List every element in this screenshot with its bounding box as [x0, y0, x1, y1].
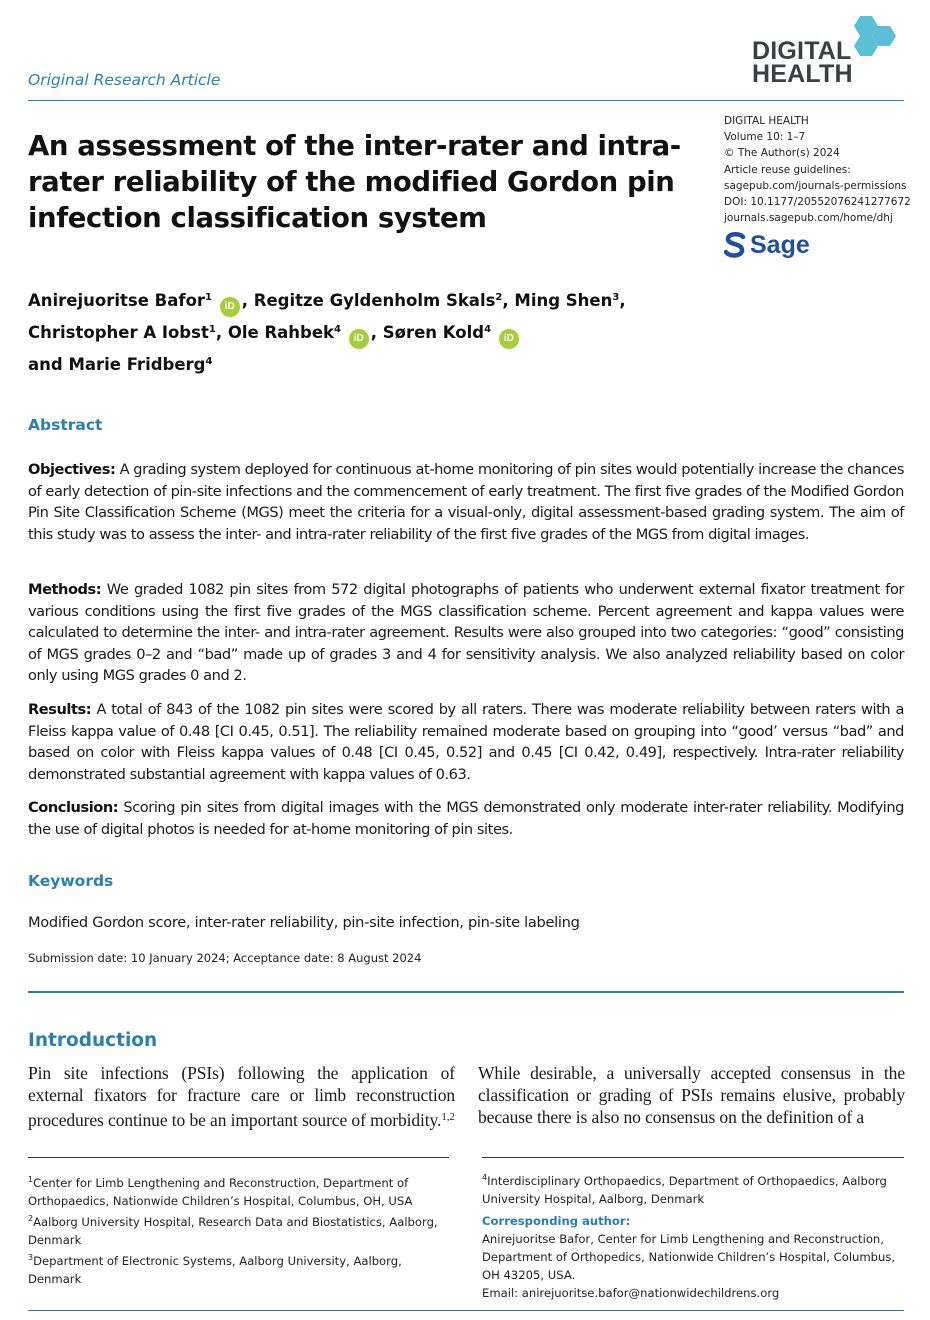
abstract-text: A grading system deployed for continuous at-home monitoring of pin sites would potentially increase the chances of early detection of pin-site infections and the commencement of early treatment. The first five grades of the Modified Gordon Pin Site Classification Scheme (MGS) meet the criteria for a visual-only, digital assessment-based grading system. The aim of this study was to assess the inter- and intra-rater reliability of the first five grades of the MGS from digital images. [28, 461, 904, 543]
affiliation-number: 3 [28, 1253, 34, 1262]
citation-ref[interactable]: 1,2 [441, 1110, 455, 1123]
corresponding-author-label: Corresponding author: [482, 1214, 631, 1228]
author-affiliation: 1 [208, 324, 216, 335]
affiliations-right [482, 1169, 906, 1302]
author-list [28, 285, 668, 378]
footer-rule [28, 1310, 904, 1311]
affiliations-left [28, 1171, 448, 1288]
author-name[interactable]: Søren Kold [382, 323, 485, 342]
journal-meta [724, 113, 911, 226]
introduction-left-column [28, 1063, 455, 1131]
author-name[interactable]: Ming Shen [514, 291, 613, 310]
publisher-name: Sage [750, 230, 810, 259]
meta-doi[interactable]: DOI: 10.1177/20552076241277672 [724, 196, 911, 209]
journal-logo [752, 14, 912, 90]
meta-journal: DIGITAL HEALTH [724, 115, 809, 127]
sage-s-icon [724, 231, 746, 259]
keywords-list: Modified Gordon score, inter-rater reliability, pin-site infection, pin-site labeling [28, 914, 580, 931]
author-affiliation: 3 [612, 292, 620, 303]
author-affiliation: 4 [484, 324, 492, 335]
abstract-heading: Abstract [28, 416, 103, 434]
section-rule [28, 991, 904, 993]
meta-reuse-label: Article reuse guidelines: [724, 163, 851, 176]
logo-line-2: HEALTH [752, 60, 853, 88]
meta-journal-link[interactable]: journals.sagepub.com/home/dhj [724, 212, 893, 225]
author-affiliation: 4 [205, 356, 213, 367]
author-name[interactable]: Regitze Gyldenholm Skals [253, 291, 496, 310]
affiliation-item [28, 1171, 448, 1210]
article-title: An assessment of the inter-rater and intra-rater reliability of the modified Gordon pin infection classification system [28, 130, 681, 234]
abstract-text: We graded 1082 pin sites from 572 digital photographs of patients who underwent external fixator treatment for various conditions using the first five grades of the MGS classification scheme. Percent agreement and kappa values were calculated to determine the inter- and intra-rater agreement. Results were also grouped into two categories: “good” consisting of MGS grades 0–2 and “bad” made up of grades 3 and 4 for sensitivity analysis. We also analyzed reliability based on color only using MGS grades 0 and 2. [28, 581, 904, 685]
abstract-label: Objectives: [28, 461, 116, 478]
author-name[interactable]: Ole Rahbek [227, 323, 335, 342]
affiliation-text: Interdisciplinary Orthopaedics, Department of Orthopaedics, Aalborg University Hospital, Aalborg, Denmark [482, 1174, 887, 1206]
meta-volume: Volume 10: 1–7 [724, 131, 806, 144]
logo-line-1: DIGITAL [752, 37, 852, 65]
affiliation-text: Aalborg University Hospital, Research Data and Biostatistics, Aalborg, Denmark [28, 1215, 438, 1247]
affiliation-number: 4 [482, 1173, 488, 1182]
affiliation-text: Center for Limb Lengthening and Reconstruction, Department of Orthopaedics, Nationwide Children’s Hospital, Columbus, OH, USA [28, 1176, 413, 1208]
affiliation-item [28, 1249, 448, 1288]
meta-permissions-link[interactable]: sagepub.com/journals-permissions [724, 179, 907, 192]
affiliation-text: Department of Electronic Systems, Aalborg University, Aalborg, Denmark [28, 1254, 402, 1286]
author-name[interactable]: Anirejuoritse Bafor [28, 291, 206, 310]
meta-copyright: © The Author(s) 2024 [724, 147, 840, 160]
abstract-text: A total of 843 of the 1082 pin sites were scored by all raters. There was moderate reliability between raters with a Fleiss kappa value of 0.48 [CI 0.45, 0.51]. The reliability remained moderate based on grouping into “good’ versus “bad” and based on color with Fleiss kappa values of 0.48 [CI 0.45, 0.52] and 0.45 [CI 0.42, 0.49], respectively. Intra-rater reliability demonstrated substantial agreement with kappa values of 0.63. [28, 701, 904, 783]
affiliation-item [482, 1169, 906, 1208]
orcid-icon[interactable]: iD [349, 329, 369, 349]
abstract-text: Scoring pin sites from digital images with the MGS demonstrated only moderate inter-rater reliability. Modifying the use of digital photos is needed for at-home monitoring of pin sites. [28, 799, 904, 838]
publisher-logo [724, 230, 810, 260]
orcid-icon[interactable]: iD [499, 329, 519, 349]
affiliation-number: 1 [28, 1175, 34, 1184]
abstract-label: Results: [28, 701, 92, 718]
author-name[interactable]: Christopher A Iobst [28, 323, 209, 342]
author-name[interactable]: Marie Fridberg [68, 355, 206, 374]
corresponding-author-text: Anirejuoritse Bafor, Center for Limb Lengthening and Reconstruction, Department of Orthopedics, Nationwide Children’s Hospital, Columbus, OH 43205, USA. [482, 1232, 896, 1282]
introduction-text: Pin site infections (PSIs) following the application of external fixators for fracture care or limb reconstruction procedures continue to be an important source of morbidity. [28, 1063, 455, 1130]
separator: , [215, 323, 228, 342]
affiliation-number: 2 [28, 1214, 34, 1223]
author-affiliation: 1 [205, 292, 213, 303]
abstract-objectives [28, 459, 904, 545]
abstract-methods [28, 579, 904, 687]
introduction-right-column: While desirable, a universally accepted consensus in the classification or grading of PSIs remains elusive, probably because there is also no consensus on the definition of a [478, 1063, 905, 1127]
keywords-heading: Keywords [28, 872, 114, 890]
author-affiliation: 2 [495, 292, 503, 303]
separator: and [28, 355, 69, 374]
orcid-icon[interactable]: iD [220, 297, 240, 317]
affiliation-item [28, 1210, 448, 1249]
corresponding-email[interactable]: Email: anirejuoritse.bafor@nationwidechildrens.org [482, 1286, 780, 1300]
footnote-rule [482, 1157, 904, 1158]
separator: , [619, 291, 626, 310]
article-type-label: Original Research Article [28, 71, 221, 89]
submission-dates: Submission date: 10 January 2024; Acceptance date: 8 August 2024 [28, 951, 422, 965]
header-rule [28, 100, 904, 101]
footnote-rule [28, 1157, 449, 1158]
separator: , [241, 291, 254, 310]
author-affiliation: 4 [334, 324, 341, 335]
abstract-results [28, 699, 904, 785]
abstract-label: Conclusion: [28, 799, 119, 816]
separator: , [502, 291, 515, 310]
abstract-label: Methods: [28, 581, 102, 598]
introduction-heading: Introduction [28, 1030, 158, 1051]
separator: , [370, 323, 383, 342]
abstract-conclusion [28, 797, 904, 840]
